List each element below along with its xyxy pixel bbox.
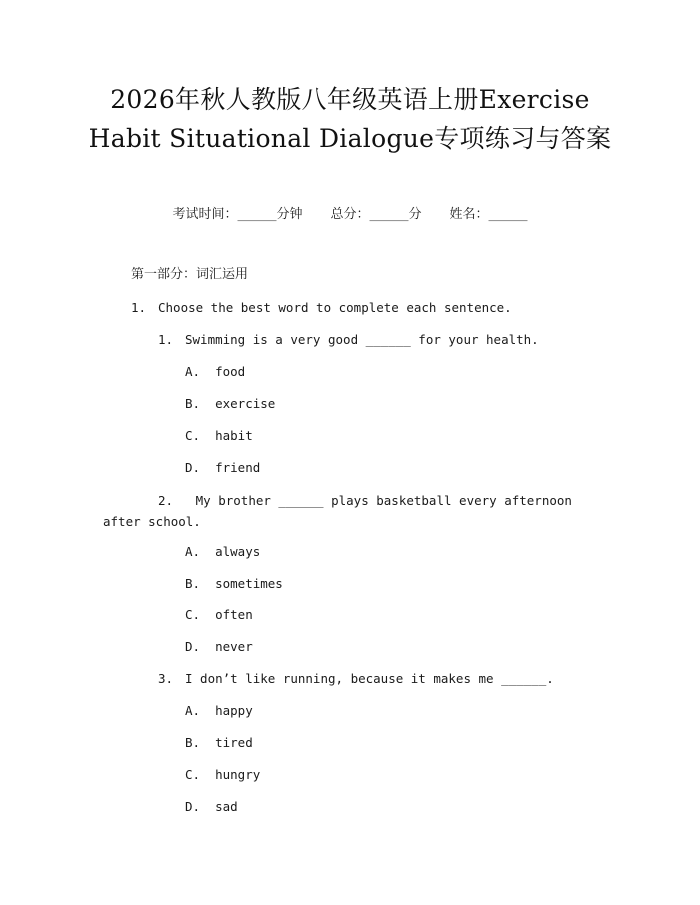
option-b: B. tired (185, 735, 253, 750)
question-number: 2. (158, 493, 174, 508)
option-b: B. exercise (185, 396, 276, 411)
option-d: D. never (185, 639, 253, 654)
document-title: 2026年秋人教版八年级英语上册Exercise Habit Situational Dialogue专项练习与答案 (88, 85, 612, 153)
option-d: D. friend (185, 460, 261, 475)
question-number: 3. (158, 671, 174, 686)
option-a: A. happy (185, 703, 253, 718)
question-text: I don’t like running, because it makes me ______. (185, 671, 554, 686)
question-wrapped (103, 490, 583, 532)
option-a: A. always (185, 544, 261, 559)
question-text: Swimming is a very good ______ for your health. (185, 332, 539, 347)
option-a: A. food (185, 364, 246, 379)
option-c: C. hungry (185, 767, 261, 782)
option-d: D. sad (185, 799, 238, 814)
exam-time-label: 考试时间：______分钟 (172, 207, 303, 222)
option-c: C. habit (185, 428, 253, 443)
exam-meta (0, 206, 700, 224)
question-text: My brother ______ plays basketball every afternoon after school. (103, 493, 572, 529)
instruction-number: 1. (131, 300, 147, 315)
option-b: B. sometimes (185, 576, 283, 591)
instruction-text: Choose the best word to complete each sentence. (158, 300, 512, 315)
section-heading: 第一部分：词汇运用 (131, 267, 249, 282)
total-score-label: 总分：______分 (330, 207, 422, 222)
question-number: 1. (158, 332, 174, 347)
student-name-label: 姓名：______ (449, 207, 528, 222)
option-c: C. often (185, 607, 253, 622)
